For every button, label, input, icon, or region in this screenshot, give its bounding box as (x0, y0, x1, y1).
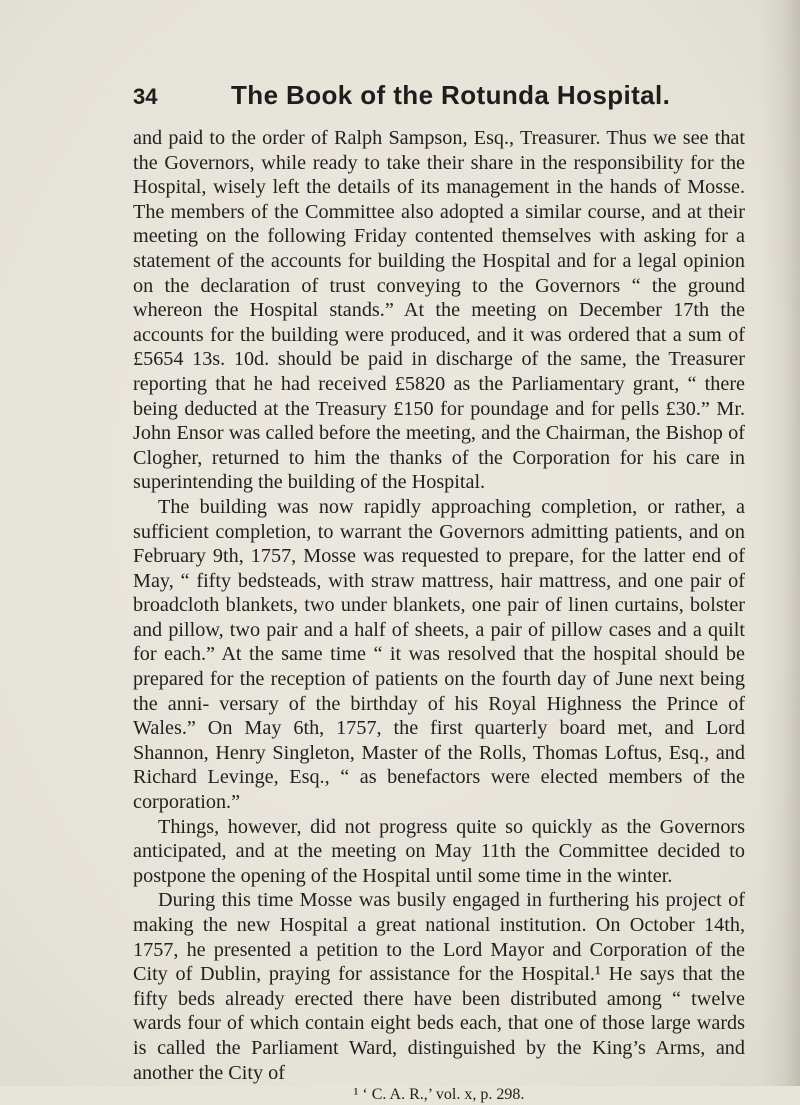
paragraph: The building was now rapidly approaching completion, or rather, a sufficient completion, to warrant the Governors admitting patients, and on February 9th, 1757, Mosse was requested to prepare, for the latter end of May, “ fifty bedsteads, with straw mattress, hair mattress, and one pair of broadcloth blankets, two under blankets, one pair of linen curtains, bolster and pillow, two pair and a half of sheets, a pair of pillow cases and a quilt for each.” At the same time “ it was resolved that the hospital should be prepared for the reception of patients on the fourth day of June next being the anni- versary of the birthday of his Royal Highness the Prince of Wales.” On May 6th, 1757, the first quarterly board met, and Lord Shannon, Henry Singleton, Master of the Rolls, Thomas Loftus, Esq., and Richard Levinge, Esq., “ as benefactors were elected members of the corporation.” (133, 495, 745, 814)
paragraph: Things, however, did not progress quite so quickly as the Governors anticipated, and at the meeting on May 11th the Committee decided to postpone the opening of the Hospital until some time in the winter. (133, 815, 745, 887)
paragraph: During this time Mosse was busily engaged in furthering his project of making the new Hospital a great national institution. On October 14th, 1757, he presented a petition to the Lord Mayor and Corporation of the City of Dublin, praying for assistance for the Hospital.¹ He says that the fifty beds already erected there have been distributed among “ twelve wards four of which contain eight beds each, that one of those large wards is called the Parliament Ward, distinguished by the King’s Arms, and another the City of (133, 889, 745, 1084)
page-number: 34 (133, 84, 158, 109)
page-gutter-shadow (760, 0, 800, 1086)
footnote: ¹ ‘ C. A. R.,’ vol. x, p. 298. (353, 1086, 525, 1104)
body-text (133, 126, 745, 1105)
running-title: The Book of the Rotunda Hospital. (231, 80, 671, 110)
paragraph: and paid to the order of Ralph Sampson, Esq., Treasurer. Thus we see that the Governors, while ready to take their share in the responsibility for the Hospital, wisely left the details of its management in the hands of Mosse. The members of the Committee also adopted a similar course, and at their meeting on the following Friday contented themselves with asking for a statement of the accounts for building the Hospital and for a legal opinion on the declaration of trust conveying to the Governors “ the ground whereon the Hospital stands.” At the meeting on December 17th the accounts for the building were produced, and it was ordered that a sum of £5654 13s. 10d. should be paid in discharge of the same, the Treasurer reporting that he had received £5820 as the Parliamentary grant, “ there being deducted at the Treasury £150 for poundage and for pells £30.” Mr. John Ensor was called before the meeting, and the Chairman, the Bishop of Clogher, returned to him the thanks of the Corporation for his care in superintending the building of the Hospital. (133, 127, 745, 494)
page-header (133, 80, 745, 116)
